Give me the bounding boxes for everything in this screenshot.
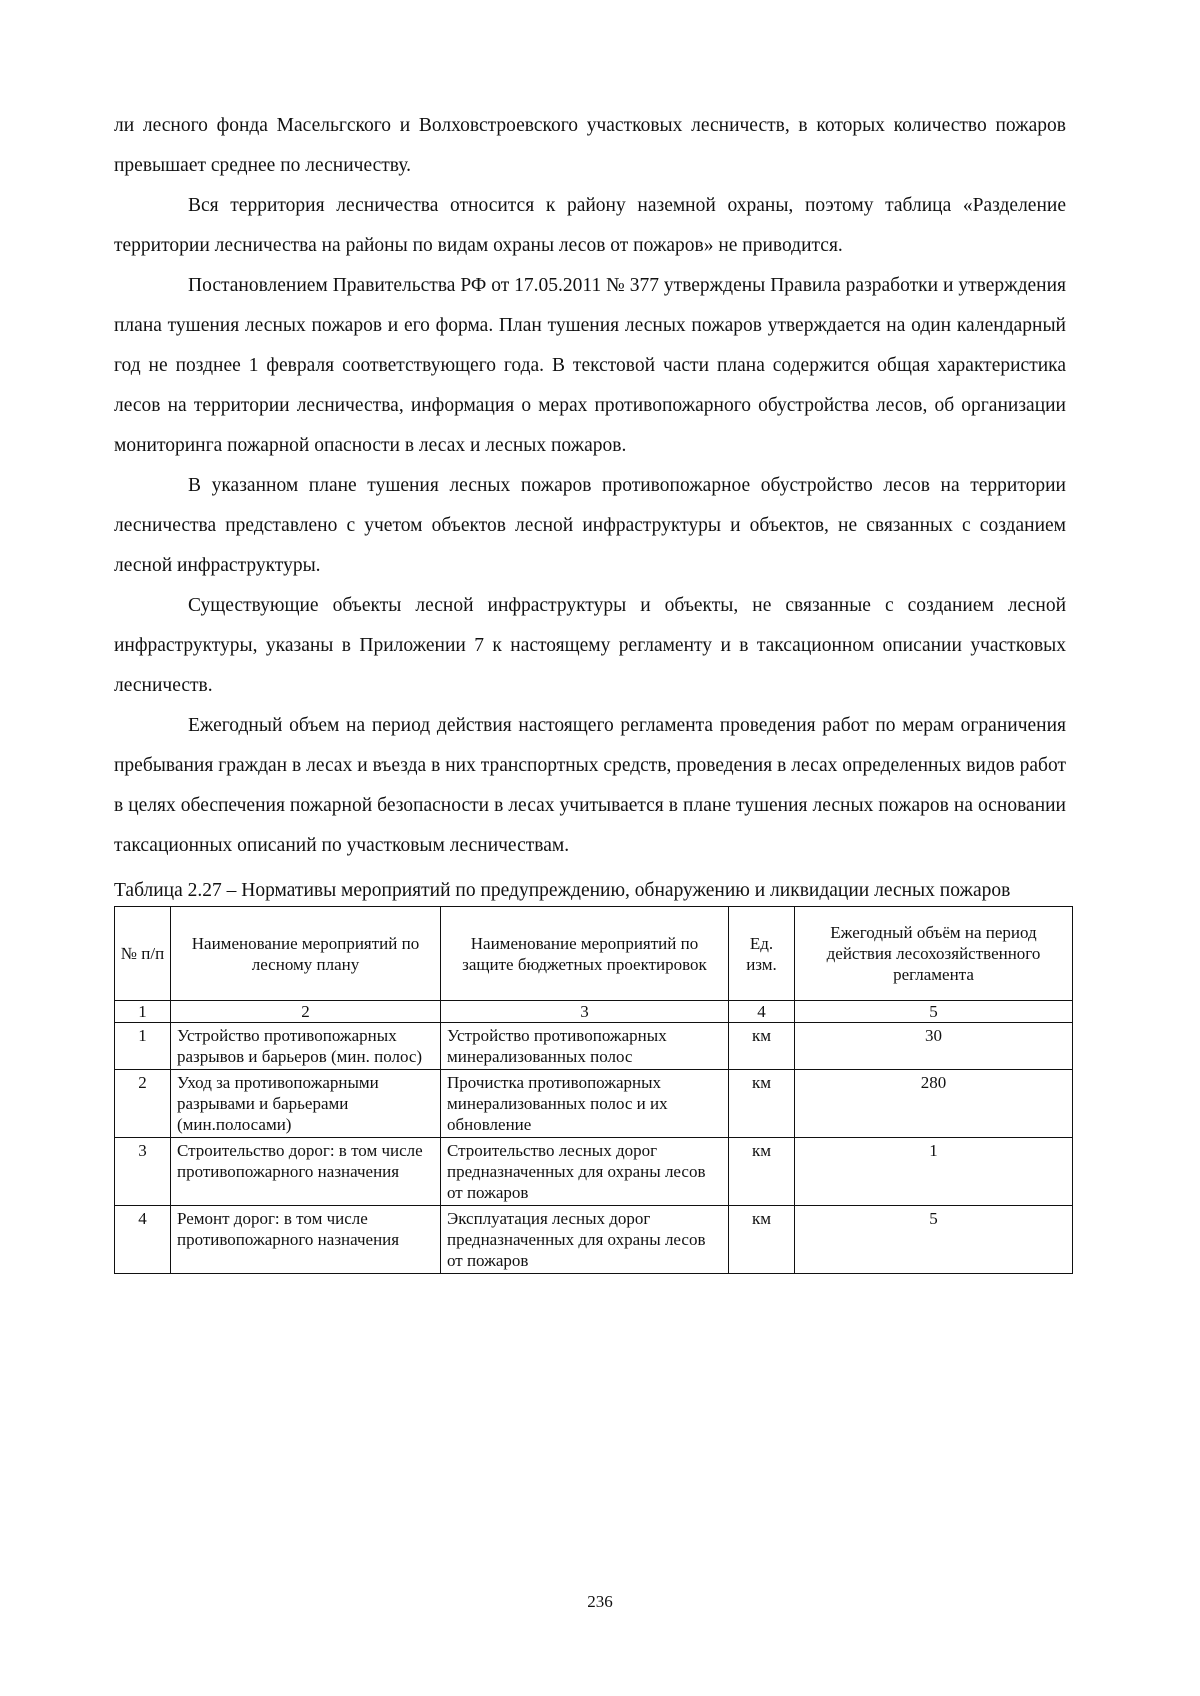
annual-volume: 30 [795, 1023, 1073, 1070]
budget-activity: Устройство противопожарных минерализованных полос [441, 1023, 729, 1070]
paragraph: Вся территория лесничества относится к району наземной охраны, поэтому таблица «Разделение территории лесничества на районы по видам охраны лесов от пожаров» не приводится. [114, 195, 1066, 256]
annual-volume: 5 [795, 1206, 1073, 1274]
plan-activity: Уход за противопожарными разрывами и барьерами (мин.полосами) [171, 1070, 441, 1138]
row-number: 2 [115, 1070, 171, 1138]
paragraph: Существующие объекты лесной инфраструктуры и объекты, не связанные с созданием лесной инфраструктуры, указаны в Приложении 7 к настоящему регламенту и в таксационном описании участковых лесничеств. [114, 595, 1066, 696]
paragraph: Ежегодный объем на период действия настоящего регламента проведения работ по мерам ограничения пребывания граждан в лесах и въезда в них транспортных средств, проведения в лесах определенных видов работ в целях обеспечения пожарной безопасности в лесах учитывается в плане тушения лесных пожаров на основании таксационных описаний по участковым лесничествам. [114, 715, 1066, 856]
unit: км [729, 1023, 795, 1070]
column-number: 2 [171, 1001, 441, 1023]
table-row [115, 1023, 1073, 1070]
row-number: 1 [115, 1023, 171, 1070]
budget-activity: Эксплуатация лесных дорог предназначенных для охраны лесов от пожаров [441, 1206, 729, 1274]
header-number: № п/п [115, 907, 171, 1001]
budget-activity: Строительство лесных дорог предназначенных для охраны лесов от пожаров [441, 1138, 729, 1206]
header-unit: Ед. изм. [729, 907, 795, 1001]
column-number-row [115, 1001, 1073, 1023]
column-number: 3 [441, 1001, 729, 1023]
row-number: 4 [115, 1206, 171, 1274]
plan-activity: Строительство дорог: в том числе противопожарного назначения [171, 1138, 441, 1206]
row-number: 3 [115, 1138, 171, 1206]
fire-prevention-norms-table [114, 906, 1073, 1274]
table-row [115, 1206, 1073, 1274]
paragraph: В указанном плане тушения лесных пожаров противопожарное обустройство лесов на территории лесничества представлено с учетом объектов лесной инфраструктуры и объектов, не связанных с созданием лесной инфраструктуры. [114, 475, 1066, 576]
unit: км [729, 1070, 795, 1138]
unit: км [729, 1138, 795, 1206]
budget-activity: Прочистка противопожарных минерализованных полос и их обновление [441, 1070, 729, 1138]
table-row [115, 1070, 1073, 1138]
header-annual-volume: Ежегодный объём на период действия лесохозяйственного регламента [795, 907, 1073, 1001]
annual-volume: 280 [795, 1070, 1073, 1138]
paragraph: Постановлением Правительства РФ от 17.05.2011 № 377 утверждены Правила разработки и утверждения плана тушения лесных пожаров и его форма. План тушения лесных пожаров утверждается на один календарный год не позднее 1 февраля соответствующего года. В текстовой части плана содержится общая характеристика лесов на территории лесничества, информация о мерах противопожарного обустройства лесов, об организации мониторинга пожарной опасности в лесах и лесных пожаров. [114, 275, 1066, 456]
column-number: 4 [729, 1001, 795, 1023]
column-number: 1 [115, 1001, 171, 1023]
page-content [114, 106, 1066, 1274]
plan-activity: Устройство противопожарных разрывов и барьеров (мин. полос) [171, 1023, 441, 1070]
header-plan-activity: Наименование мероприятий по лесному плану [171, 907, 441, 1001]
unit: км [729, 1206, 795, 1274]
table-row [115, 1138, 1073, 1206]
table-caption: Таблица 2.27 – Нормативы мероприятий по предупреждению, обнаружению и ликвидации лесных пожаров [114, 880, 1011, 901]
annual-volume: 1 [795, 1138, 1073, 1206]
page-number: 236 [587, 1592, 613, 1611]
column-number: 5 [795, 1001, 1073, 1023]
plan-activity: Ремонт дорог: в том числе противопожарного назначения [171, 1206, 441, 1274]
body-text [114, 106, 1066, 866]
paragraph: ли лесного фонда Масельгского и Волховстроевского участковых лесничеств, в которых количество пожаров превышает среднее по лесничеству. [114, 115, 1066, 176]
header-budget-activity: Наименование мероприятий по защите бюджетных проектировок [441, 907, 729, 1001]
table-header-row [115, 907, 1073, 1001]
